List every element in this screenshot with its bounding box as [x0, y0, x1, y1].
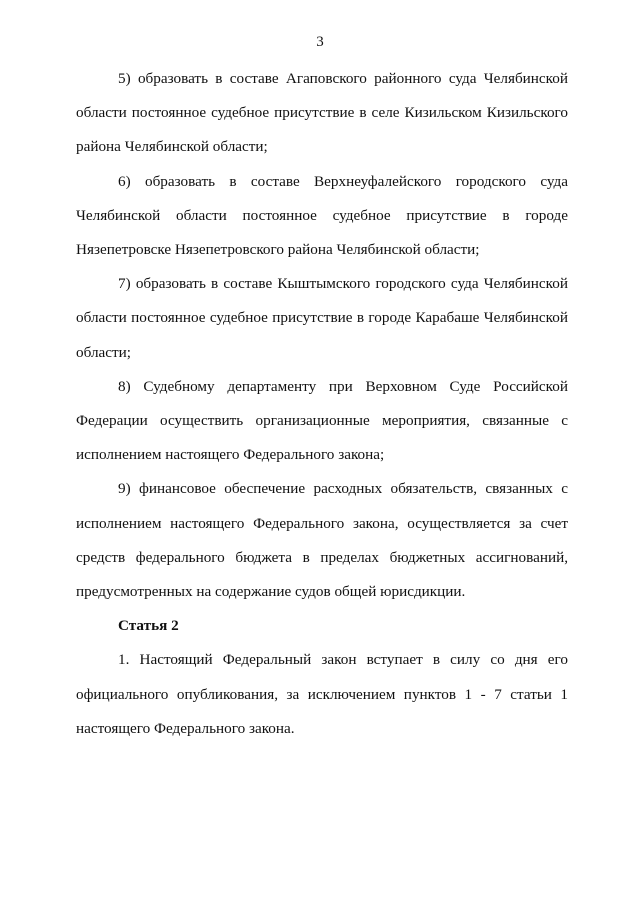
document-body	[76, 62, 568, 746]
list-item: 8) Судебному департаменту при Верховном Суде Российской Федерации осуществить организационные мероприятия, связанные с исполнением настоящего Федерального закона;	[76, 377, 568, 464]
list-item: 7) образовать в составе Кыштымского городского суда Челябинской области постоянное судебное присутствие в городе Карабаше Челябинской области;	[76, 275, 568, 361]
article-heading: Статья 2	[118, 617, 179, 635]
page-number: 3	[316, 34, 324, 50]
list-item: 6) образовать в составе Верхнеуфалейского городского суда Челябинской области постоянное судебное присутствие в городе Нязепетровске Нязепетровского района Челябинской области;	[76, 172, 568, 259]
article-paragraph: 1. Настоящий Федеральный закон вступает в силу со дня его официального опубликования, за исключением пунктов 1 - 7 статьи 1 настоящего Федерального закона.	[76, 651, 568, 737]
list-item: 9) финансовое обеспечение расходных обязательств, связанных с исполнением настоящего Федерального закона, осуществляется за счет средств федерального бюджета в пределах бюджетных ассигнований, предусмотренных на содержание судов общей юрисдикции.	[76, 480, 568, 601]
list-item: 5) образовать в составе Агаповского районного суда Челябинской области постоянное судебное присутствие в селе Кизильском Кизильского района Челябинской области;	[76, 70, 568, 156]
